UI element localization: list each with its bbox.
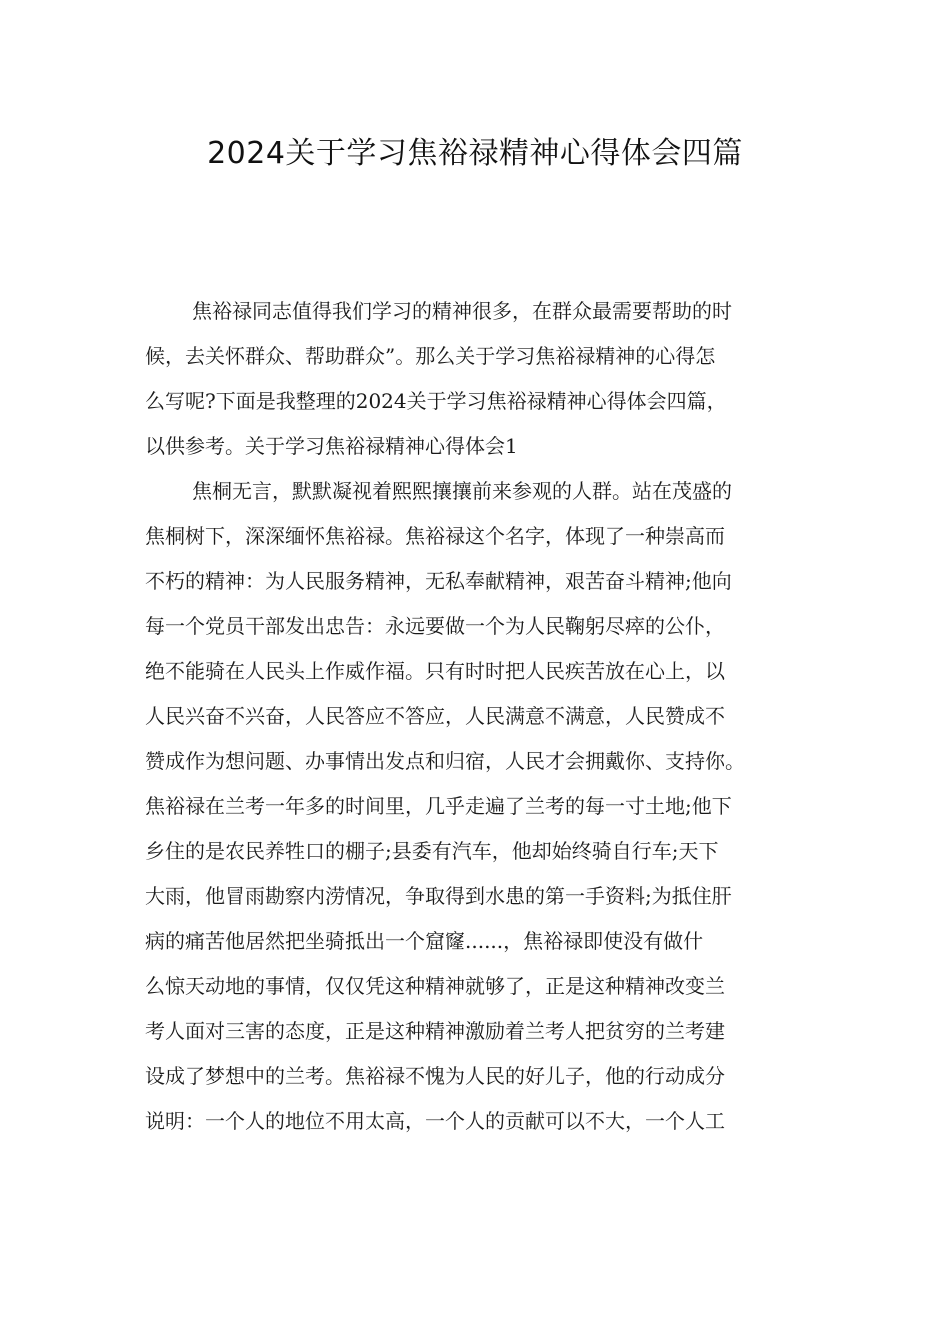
body-line: 么写呢?下面是我整理的2024关于学习焦裕禄精神心得体会四篇， [145,389,727,413]
body-line: 赞成作为想问题、办事情出发点和归宿，人民才会拥戴你、支持你。 [145,749,745,773]
body-line: 不朽的精神：为人民服务精神，无私奉献精神，艰苦奋斗精神;他向 [145,569,732,593]
body-line: 人民兴奋不兴奋，人民答应不答应，人民满意不满意，人民赞成不 [145,704,725,728]
body-line: 以供参考。关于学习焦裕禄精神心得体会1 [145,434,518,458]
document-body [145,289,810,1144]
body-line: 么惊天动地的事情，仅仅凭这种精神就够了，正是这种精神改变兰 [145,974,725,998]
body-line: 考人面对三害的态度，正是这种精神激励着兰考人把贫穷的兰考建 [145,1019,725,1043]
body-line: 说明：一个人的地位不用太高，一个人的贡献可以不大，一个人工 [145,1109,725,1133]
body-line: 焦裕禄同志值得我们学习的精神很多，在群众最需要帮助的时 [192,299,732,323]
body-line: 焦桐树下，深深缅怀焦裕禄。焦裕禄这个名字，体现了一种崇高而 [145,524,725,548]
body-line: 焦裕禄在兰考一年多的时间里，几乎走遍了兰考的每一寸土地;他下 [145,794,732,818]
body-line: 病的痛苦他居然把坐骑抵出一个窟窿......，焦裕禄即使没有做什 [145,929,704,953]
body-line: 焦桐无言，默默凝视着熙熙攘攘前来参观的人群。站在茂盛的 [192,479,732,503]
body-line: 绝不能骑在人民头上作威作福。只有时时把人民疾苦放在心上，以 [145,659,725,683]
body-line: 设成了梦想中的兰考。焦裕禄不愧为人民的好儿子，他的行动成分 [145,1064,725,1088]
body-line: 乡住的是农民养牲口的棚子;县委有汽车，他却始终骑自行车;天下 [145,839,719,863]
body-line: 大雨，他冒雨勘察内涝情况，争取得到水患的第一手资料;为抵住肝 [145,884,732,908]
body-line: 候，去关怀群众、帮助群众”。那么关于学习焦裕禄精神的心得怎 [145,344,716,368]
document-title: 2024关于学习焦裕禄精神心得体会四篇 [207,136,743,171]
body-line: 每一个党员干部发出忠告：永远要做一个为人民鞠躬尽瘁的公仆， [145,614,725,638]
